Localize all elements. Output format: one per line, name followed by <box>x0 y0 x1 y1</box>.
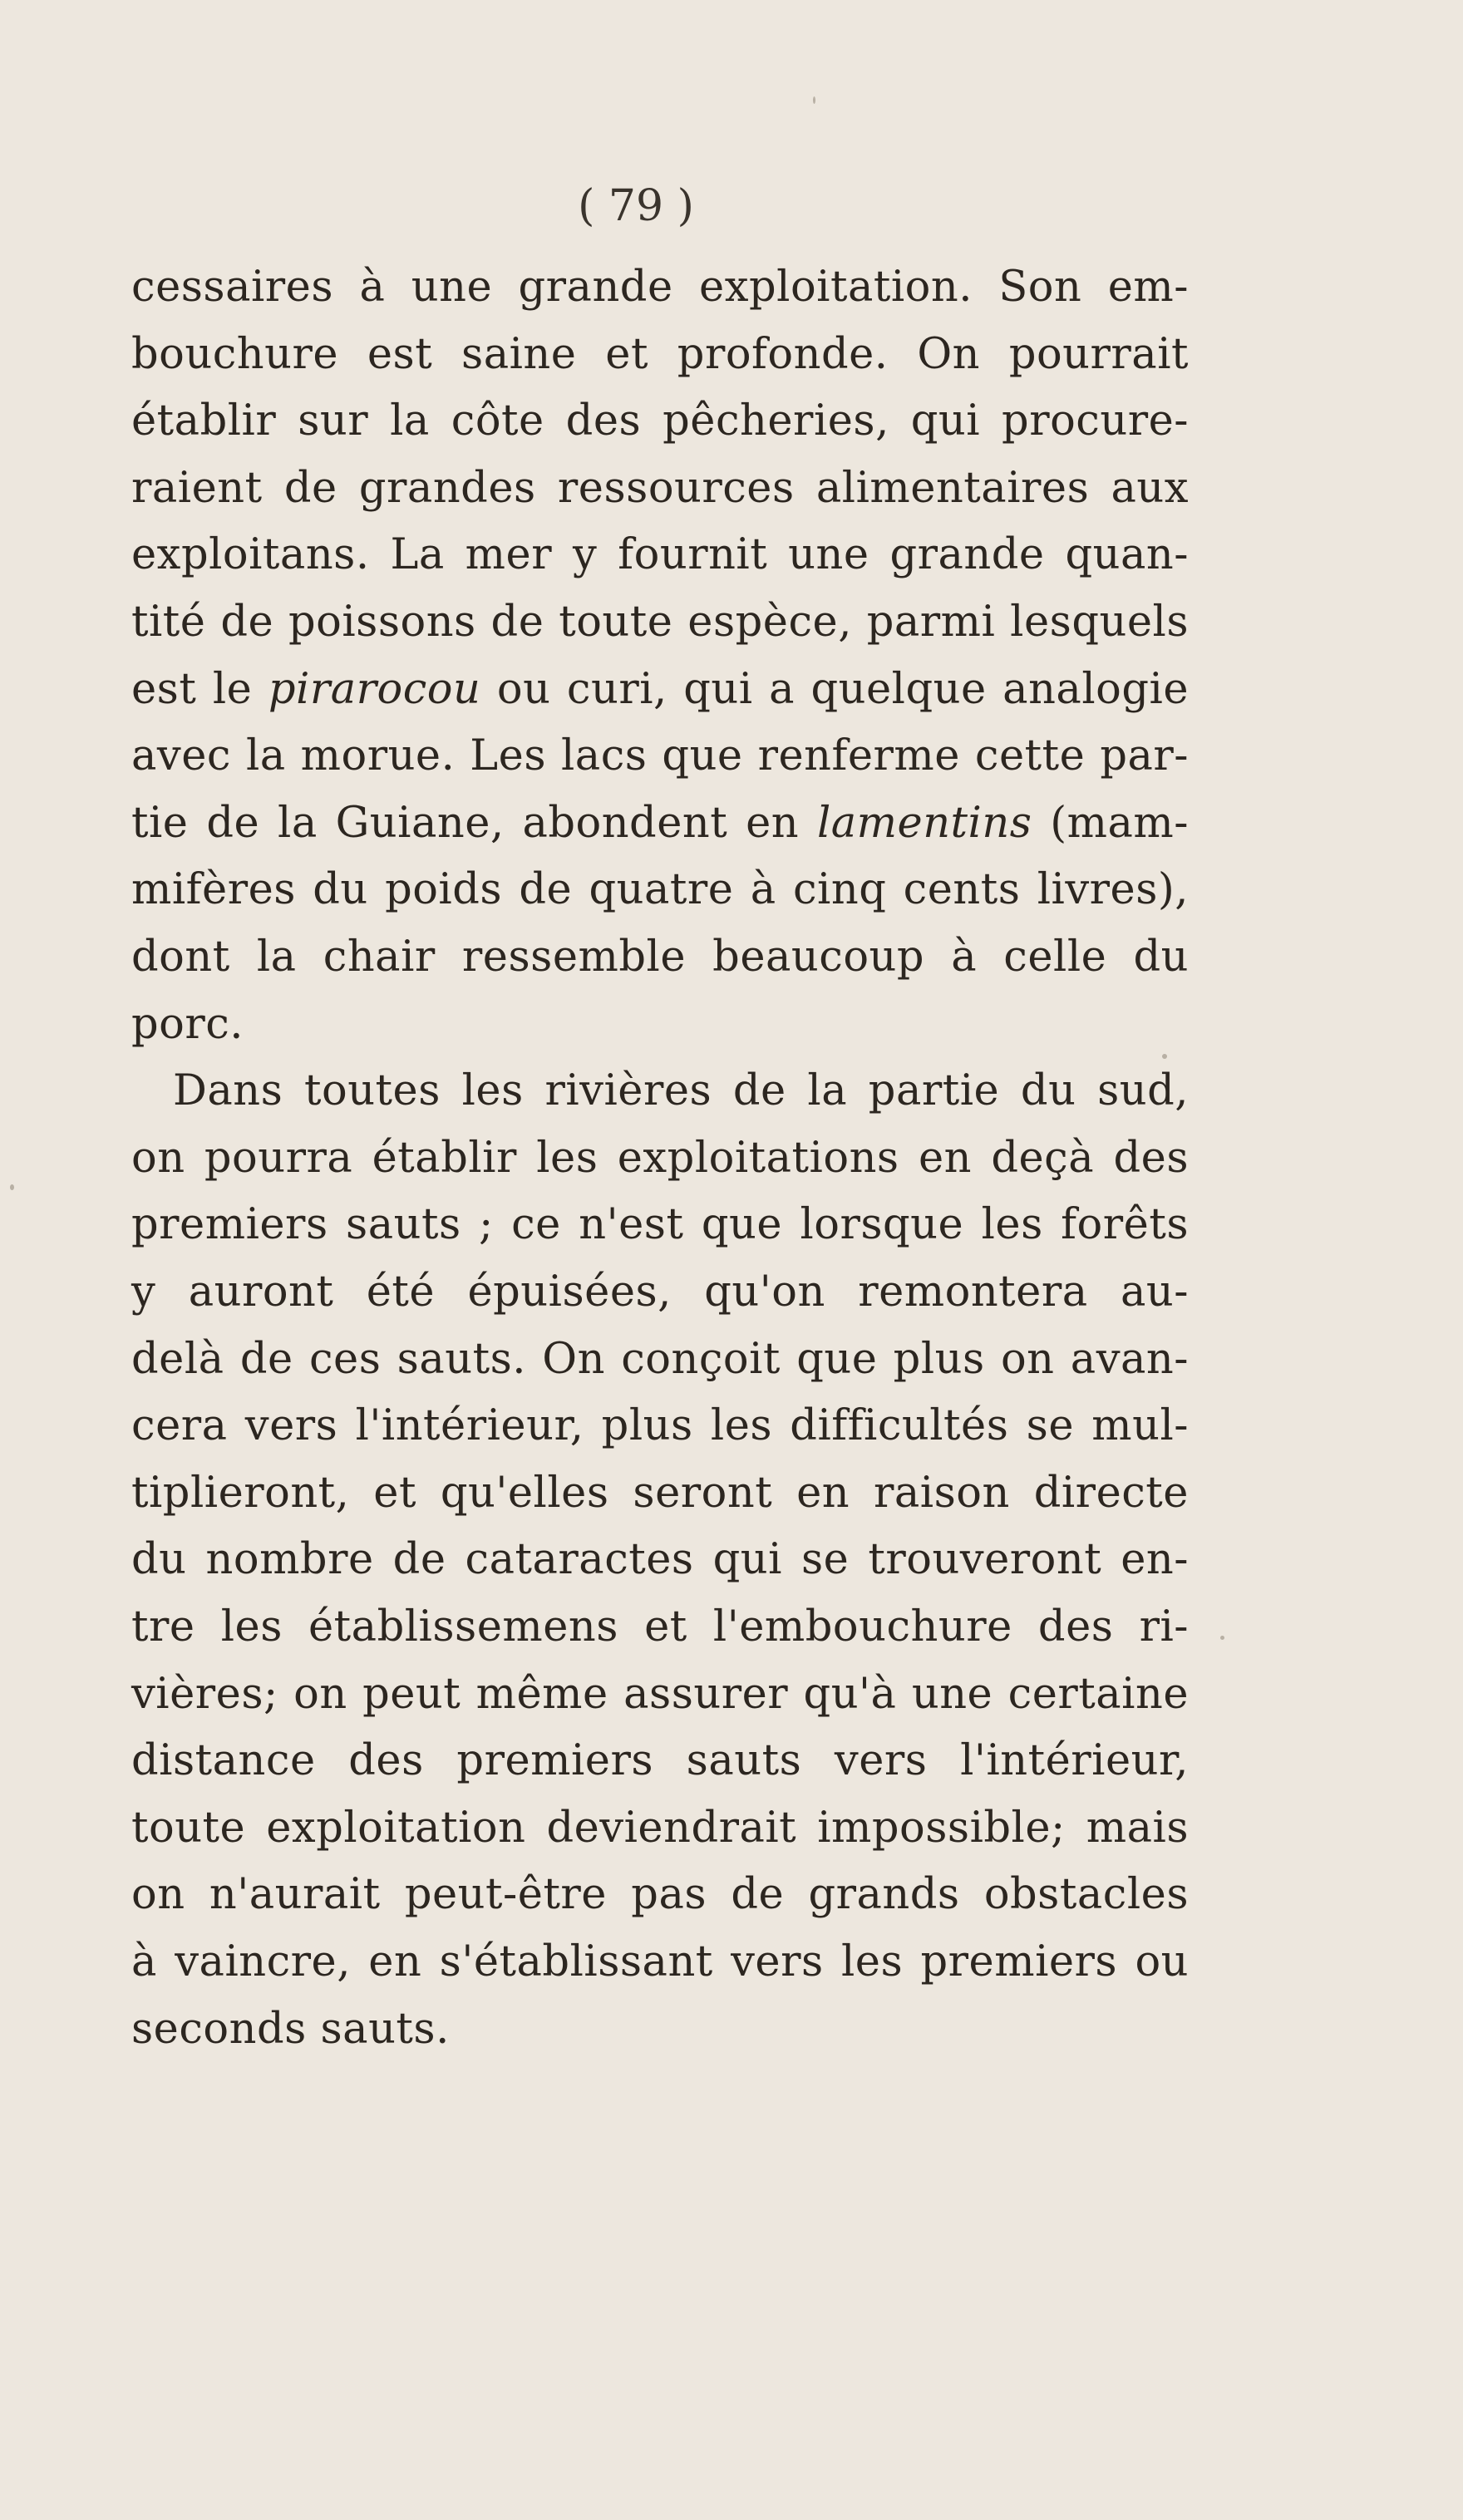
text-line <box>131 1661 1189 1728</box>
text-segment: premiers sauts ; ce n'est que lorsque les forêts <box>131 1200 1189 1250</box>
text-line <box>131 254 1189 321</box>
text-line <box>131 1594 1189 1661</box>
text-segment: tité de poissons de toute espèce, parmi lesquels <box>131 598 1189 647</box>
text-segment: exploitans. La mer y fournit une grande quan- <box>131 530 1189 580</box>
text-segment: Dans toutes les rivières de la partie du sud, <box>173 1066 1189 1116</box>
text-segment: ou curi, qui a quelque analogie <box>480 664 1189 714</box>
text-segment: cessaires à une grande exploitation. Son em- <box>131 263 1189 312</box>
text-segment: tiplieront, et qu'elles seront en raison directe <box>131 1468 1189 1518</box>
text-line <box>131 1125 1189 1192</box>
paper-speck <box>10 1184 14 1190</box>
paper-speck <box>1220 1636 1224 1640</box>
text-segment: avec la morue. Les lacs que renferme cette par- <box>131 731 1189 781</box>
text-line <box>131 1929 1189 1996</box>
text-line <box>131 1393 1189 1459</box>
text-line <box>131 1996 1189 2063</box>
text-segment: est le <box>131 664 268 714</box>
text-segment: du nombre de cataractes qui se trouveront en- <box>131 1535 1189 1585</box>
text-segment: porc. <box>131 999 244 1049</box>
text-line <box>131 924 1189 991</box>
text-segment: à vaincre, en s'établissant vers les premiers ou <box>131 1937 1189 1986</box>
text-segment: delà de ces sauts. On conçoit que plus on avan- <box>131 1334 1189 1384</box>
text-line <box>131 1326 1189 1393</box>
text-line <box>131 1192 1189 1258</box>
text-segment: dont la chair ressemble beaucoup à celle du <box>131 933 1189 982</box>
text-line <box>131 1728 1189 1794</box>
text-line <box>131 1460 1189 1527</box>
text-segment: tre les établissemens et l'embouchure des ri- <box>131 1602 1189 1651</box>
text-segment: établir sur la côte des pêcheries, qui procure- <box>131 396 1189 446</box>
text-segment: toute exploitation deviendrait impossible; mais <box>131 1803 1189 1853</box>
page-number: ( 79 ) <box>578 181 694 231</box>
text-line <box>131 388 1189 455</box>
text-segment: seconds sauts. <box>131 2004 450 2054</box>
text-line <box>131 1259 1189 1326</box>
text-line <box>131 455 1189 522</box>
italic-term: lamentins <box>816 798 1032 848</box>
text-segment: raient de grandes ressources alimentaires aux <box>131 463 1189 513</box>
text-segment: bouchure est saine et profonde. On pourrait <box>131 329 1189 379</box>
paper-speck <box>1162 1054 1167 1059</box>
text-segment: on n'aurait peut-être pas de grands obstacles <box>131 1870 1189 1920</box>
italic-term: pirarocou <box>268 664 481 714</box>
text-line <box>131 322 1189 388</box>
text-segment: on pourra établir les exploitations en deçà des <box>131 1133 1189 1183</box>
text-line <box>131 790 1189 857</box>
text-segment: vières; on peut même assurer qu'à une certaine <box>131 1669 1189 1719</box>
text-segment: y auront été épuisées, qu'on remontera au- <box>131 1267 1189 1317</box>
text-line <box>173 1058 1189 1125</box>
text-line <box>131 857 1189 923</box>
text-segment: mifères du poids de quatre à cinq cents livres), <box>131 865 1189 915</box>
text-segment: tie de la Guiane, abondent en <box>131 798 817 848</box>
paper-speck <box>813 96 815 104</box>
text-line <box>131 1527 1189 1593</box>
text-segment: cera vers l'intérieur, plus les difficultés se mul- <box>131 1401 1189 1451</box>
text-line <box>131 589 1189 656</box>
text-segment: distance des premiers sauts vers l'intérieur, <box>131 1736 1189 1786</box>
text-line <box>131 723 1189 790</box>
text-line <box>131 1862 1189 1928</box>
text-line <box>131 1795 1189 1862</box>
text-line <box>131 522 1189 588</box>
text-line <box>131 992 1189 1058</box>
text-segment: (mam- <box>1032 798 1189 848</box>
text-line <box>131 657 1189 723</box>
